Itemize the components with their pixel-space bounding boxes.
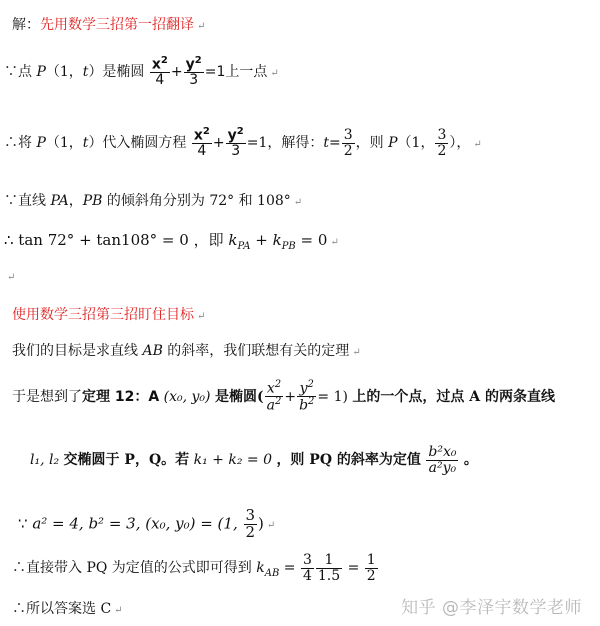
tan-sum-line: ∴ tan 72° + tan108° = 0 ，即 $k_{PA} + k_{PB} = 0$ ↵ bbox=[4, 231, 339, 252]
answer-line: ∴所以答案选 C ↵ bbox=[12, 601, 123, 617]
theorem-continuation: l₁, l₂ 交椭圆于 P，Q。若 k₁ + k₂ = 0 ，则 PQ 的斜率为定值 $\frac{\text{b²x₀}}{\text{a²y₀}}$ 。 bbox=[30, 444, 478, 476]
ellipse-point-line: ∵点 P（1，t）是椭圆 $\frac{x^2}{4}$ + $\frac{y^2}{3}$ =1上一点 ↵ bbox=[4, 55, 279, 89]
blank-line: ↵ bbox=[7, 272, 16, 283]
return-mark-icon: ↵ bbox=[197, 21, 206, 32]
parameter-line: ∵ a² = 4, b² = 3, (x₀, y₀) = (1, $\frac{3}{2}$ ) ↵ bbox=[18, 506, 276, 541]
result-line: ∴直接带入 PQ 为定值的公式即可得到 $k_{AB}$ = $\frac{3}{4}$ $\frac{1}{1.5}$ = $\frac{1}{2}$ bbox=[12, 552, 376, 584]
theorem-line: 于是想到了定理 12：A (x₀, y₀) 是椭圆( $\frac{x^2}{a^2}$ + $\frac{y^2}{b^2}$ = 1) 上的一个点，过点 A 的两条直线 bbox=[12, 379, 556, 414]
substitute-line: ∴将 P（1，t）代入椭圆方程 $\frac{x^2}{4}$ + $\frac{y^2}{3}$ =1，解得：t= $\frac{3}{2}$ ，则 P（1， $\frac{3}{2}$ ）， ↵ bbox=[4, 126, 482, 160]
goal-line: 我们的目标是求直线 AB 的斜率，我们联想有关的定理 ↵ bbox=[12, 343, 361, 359]
solution-heading bbox=[12, 14, 600, 34]
solution-prefix: 解： bbox=[12, 17, 40, 33]
inclination-line: ∵直线 PA，PB 的倾斜角分别为 72° 和 108° ↵ bbox=[4, 193, 303, 209]
y2-over-b2: $\frac{y^2}{b^2}$ bbox=[299, 379, 315, 414]
x2-over-a2: $\frac{x^2}{a^2}$ bbox=[266, 379, 282, 414]
slope-formula: $\frac{\text{b²x₀}}{\text{a²y₀}}$ bbox=[428, 444, 457, 476]
t-value-fraction: $\frac{3}{2}$ bbox=[343, 126, 353, 159]
step1-title: 先用数学三招第一招翻译 bbox=[40, 17, 194, 33]
theorem-label: 定理 12：A bbox=[82, 388, 160, 405]
y2-over-3: $\frac{y^2}{3}$ bbox=[185, 55, 202, 89]
step3-title: 使用数学三招第三招盯住目标 bbox=[12, 307, 194, 323]
zhihu-watermark: 知乎 @李泽宇数学老师 bbox=[401, 598, 582, 618]
step3-heading: 使用数学三招第三招盯住目标 ↵ bbox=[12, 307, 206, 323]
x2-over-4: $\frac{x^2}{4}$ bbox=[151, 55, 168, 89]
